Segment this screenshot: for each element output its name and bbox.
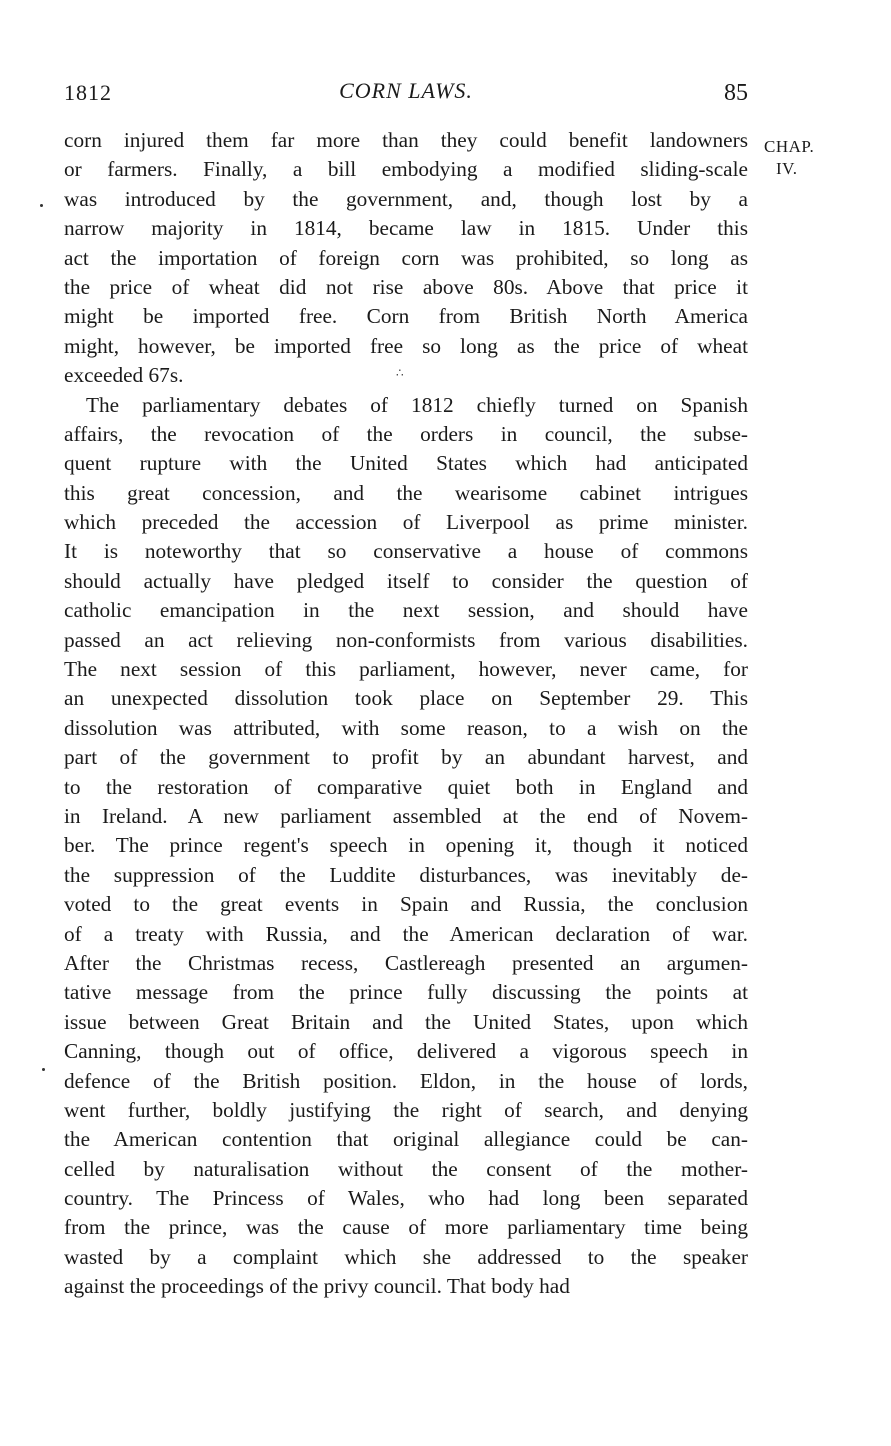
text-line: corn injured them far more than they could benefit landowners bbox=[64, 128, 748, 152]
text-line: or farmers. Finally, a bill embodying a modified sliding-scale bbox=[64, 157, 748, 182]
text-line: dissolution was attributed, with some reason, to a wish on the bbox=[64, 715, 748, 740]
text-line: to the restoration of comparative quiet both in England and bbox=[64, 774, 748, 799]
text-line: wasted by a complaint which she addressed to the speaker bbox=[64, 1244, 748, 1269]
running-head bbox=[64, 78, 748, 108]
text-line: quent rupture with the United States which had anticipated bbox=[64, 451, 748, 476]
chapter-side-note bbox=[764, 136, 844, 180]
body-text bbox=[64, 126, 748, 1302]
margin-speck bbox=[42, 1068, 45, 1071]
text-line: might, however, be imported free so long as the price of wheat bbox=[64, 333, 748, 358]
text-line: After the Christmas recess, Castlereagh presented an argumen- bbox=[64, 950, 748, 975]
text-line: against the proceedings of the privy council. That body had bbox=[64, 1274, 570, 1299]
text-line: celled by naturalisation without the consent of the mother- bbox=[64, 1156, 748, 1181]
text-line: issue between Great Britain and the United States, upon which bbox=[64, 1009, 748, 1034]
text-line: Canning, though out of office, delivered a vigorous speech in bbox=[64, 1039, 748, 1064]
text-line: ber. The prince regent's speech in opening it, though it noticed bbox=[64, 833, 748, 858]
chapter-label: CHAP. bbox=[764, 137, 815, 156]
text-line: in Ireland. A new parliament assembled at the end of Novem- bbox=[64, 803, 748, 828]
text-line: It is noteworthy that so conservative a house of commons bbox=[64, 539, 748, 564]
text-line: exceeded 67s. bbox=[64, 363, 184, 388]
text-line: voted to the great events in Spain and Russia, the conclusion bbox=[64, 892, 748, 917]
text-line: affairs, the revocation of the orders in council, the subse- bbox=[64, 421, 748, 446]
margin-speck bbox=[40, 204, 43, 207]
text-line: the price of wheat did not rise above 80s. Above that price it bbox=[64, 274, 748, 299]
text-line: the American contention that original allegiance could be can- bbox=[64, 1127, 748, 1152]
text-line: passed an act relieving non-conformists from various disabilities. bbox=[64, 627, 748, 652]
text-line: this great concession, and the wearisome cabinet intrigues bbox=[64, 480, 748, 505]
text-line: defence of the British position. Eldon, in the house of lords, bbox=[64, 1068, 748, 1093]
text-line: part of the government to profit by an abundant harvest, and bbox=[64, 745, 748, 770]
running-head-year: 1812 bbox=[64, 80, 112, 105]
text-line: act the importation of foreign corn was prohibited, so long as bbox=[64, 245, 748, 270]
text-line: which preceded the accession of Liverpool as prime minister. bbox=[64, 510, 748, 535]
text-line: The next session of this parliament, however, never came, for bbox=[64, 657, 748, 682]
text-line: was introduced by the government, and, though lost by a bbox=[64, 186, 748, 211]
ink-stain: ∴ bbox=[396, 366, 404, 380]
text-line: went further, boldly justifying the right of search, and denying bbox=[64, 1097, 748, 1122]
text-line: catholic emancipation in the next session, and should have bbox=[64, 598, 748, 623]
paragraph bbox=[64, 391, 748, 1302]
text-line: an unexpected dissolution took place on September 29. This bbox=[64, 686, 748, 711]
text-line: narrow majority in 1814, became law in 1815. Under this bbox=[64, 216, 748, 241]
text-line: of a treaty with Russia, and the American declaration of war. bbox=[64, 921, 748, 946]
page-number: 85 bbox=[724, 80, 748, 106]
text-line: might be imported free. Corn from British North America bbox=[64, 304, 748, 329]
text-line: from the prince, was the cause of more parliamentary time being bbox=[64, 1215, 748, 1240]
text-line: tative message from the prince fully discussing the points at bbox=[64, 980, 748, 1005]
paragraph bbox=[64, 126, 748, 391]
text-line: the suppression of the Luddite disturbances, was inevitably de- bbox=[64, 862, 748, 887]
chapter-number: IV. bbox=[776, 159, 798, 178]
text-line: should actually have pledged itself to consider the question of bbox=[64, 568, 748, 593]
text-line: country. The Princess of Wales, who had long been separated bbox=[64, 1186, 748, 1211]
text-line: The parliamentary debates of 1812 chiefly turned on Spanish bbox=[86, 392, 748, 417]
running-head-title: CORN LAWS. bbox=[339, 78, 473, 103]
